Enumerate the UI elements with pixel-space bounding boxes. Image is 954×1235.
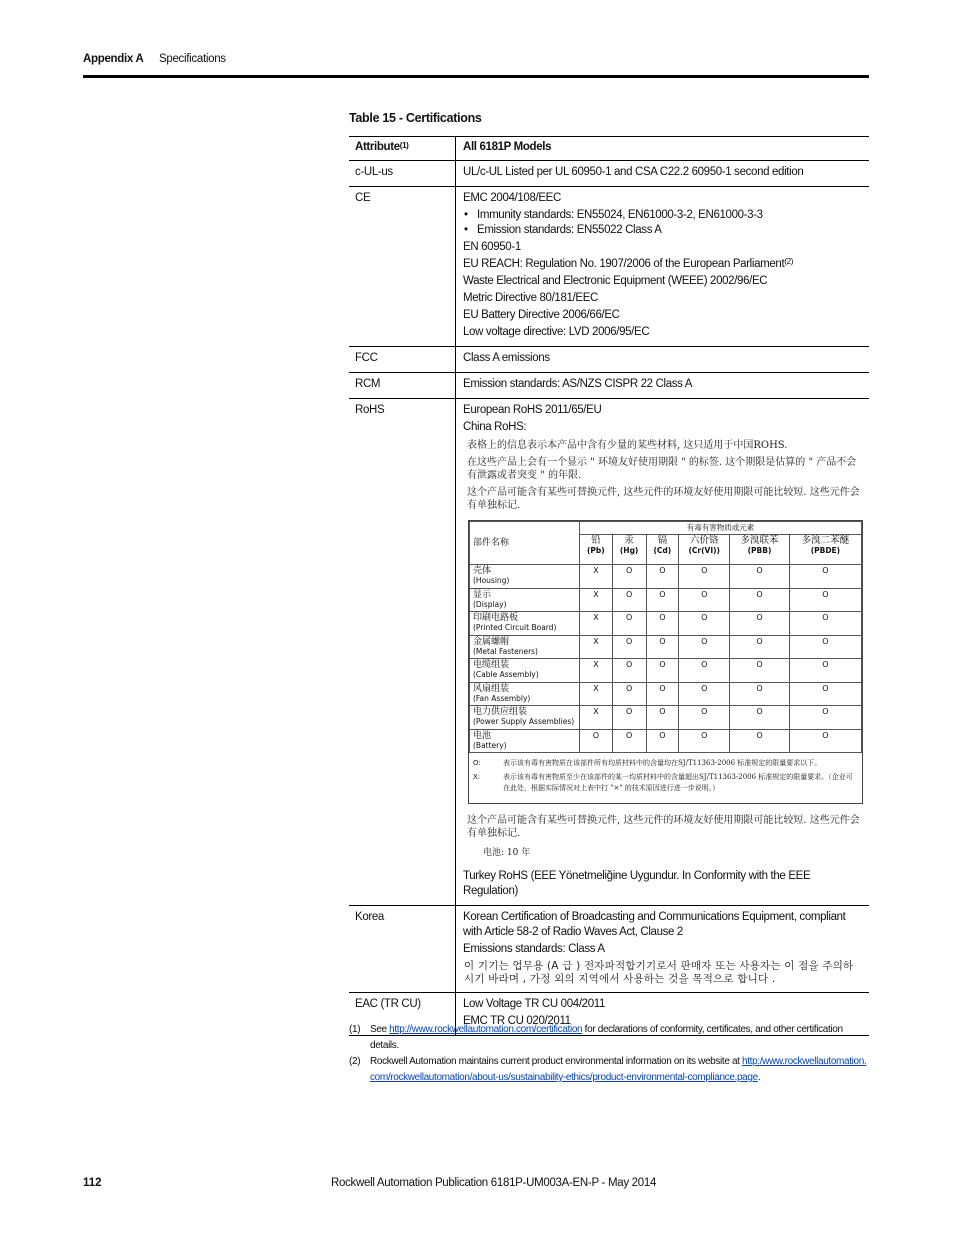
rohs-part-row bbox=[470, 729, 862, 753]
china-rohs-table bbox=[468, 520, 863, 804]
ce-line: EU REACH: Regulation No. 1907/2006 of the European Parliament$^{(2)}$ bbox=[463, 257, 794, 270]
hazard-value: O bbox=[730, 588, 790, 612]
hazard-value: O bbox=[612, 706, 646, 730]
hazard-value: O bbox=[646, 635, 679, 659]
hazard-value: O bbox=[679, 682, 730, 706]
rohs-notes bbox=[469, 753, 862, 803]
element-header: 铅 (Pb) bbox=[580, 535, 613, 565]
part-name: 电力供应组装 (Power Supply Assemblies) bbox=[470, 706, 580, 730]
hazard-value: O bbox=[646, 729, 679, 753]
ce-line: Waste Electrical and Electronic Equipment (WEEE) 2002/96/EC bbox=[463, 275, 768, 287]
page-number: 112 bbox=[83, 1177, 102, 1189]
rohs-part-row bbox=[470, 635, 862, 659]
hazard-value: O bbox=[730, 612, 790, 636]
battery-period: 电池: 10 年 bbox=[483, 848, 531, 858]
footnotes bbox=[349, 1022, 869, 1086]
hazard-value: X bbox=[580, 588, 613, 612]
hazard-value: O bbox=[679, 659, 730, 683]
china-rohs-text: 这个产品可能含有某些可替换元件, 这些元件的环境友好使用期限可能比较短. 这些元件会有单独标记. bbox=[467, 487, 860, 511]
china-rohs-text: 在这些产品上会有一个显示 " 环境友好使用期限 " 的标签. 这个期限是估算的 " 产品不会有泄露或者突变 " 的年限. bbox=[467, 457, 857, 481]
hazard-value: O bbox=[730, 682, 790, 706]
hazard-value: O bbox=[679, 565, 730, 589]
footnote-ref-2: (2) bbox=[784, 257, 794, 266]
korea-line: Korean Certification of Broadcasting and Communications Equipment, compliant with Article 58-2 of Radio Waves Act, Clause 2 bbox=[463, 911, 846, 938]
element-header: 六价铬 (Cr(VI)) bbox=[679, 535, 730, 565]
models-header: All 6181P Models bbox=[456, 137, 870, 161]
hazard-value: X bbox=[580, 635, 613, 659]
hazard-value: O bbox=[789, 729, 861, 753]
hazard-value: O bbox=[646, 706, 679, 730]
ce-line: Low voltage directive: LVD 2006/95/EC bbox=[463, 326, 650, 338]
rohs-part-row bbox=[470, 659, 862, 683]
hazard-value: O bbox=[679, 635, 730, 659]
rohs-line: European RoHS 2011/65/EU bbox=[463, 404, 602, 416]
hazard-value: O bbox=[730, 706, 790, 730]
hazard-value: X bbox=[580, 706, 613, 730]
certification-link[interactable]: http://www.rockwellautomation.com/certification bbox=[389, 1024, 583, 1035]
table-row bbox=[349, 373, 869, 399]
hazard-group-header: 有毒有害物质或元素 bbox=[580, 522, 862, 535]
rohs-line: Turkey RoHS (EEE Yönetmeliğine Uygundur. In Conformity with the EEE Regulation) bbox=[463, 870, 811, 897]
footnote-number: (2) bbox=[349, 1056, 361, 1067]
row-attribute: c-UL-us bbox=[349, 161, 456, 187]
page-header bbox=[83, 53, 869, 78]
row-attribute: Korea bbox=[349, 906, 456, 993]
row-value: UL/c-UL Listed per UL 60950-1 and CSA C22.2 60950-1 second edition bbox=[456, 161, 870, 187]
element-header: 多溴联苯 (PBB) bbox=[730, 535, 790, 565]
row-attribute: EAC (TR CU) bbox=[349, 993, 456, 1036]
hazard-value: O bbox=[612, 612, 646, 636]
element-header: 多溴二苯醚 (PBDE) bbox=[789, 535, 861, 565]
element-header: 汞 (Hg) bbox=[612, 535, 646, 565]
rohs-line: China RoHS: bbox=[463, 421, 527, 433]
hazard-value: O bbox=[730, 659, 790, 683]
attribute-header: Attribute$^{(1)}$ bbox=[349, 137, 456, 161]
hazard-value: X bbox=[580, 565, 613, 589]
ce-line: EN 60950-1 bbox=[463, 241, 521, 253]
footnote: (2) Rockwell Automation maintains current product environmental information on its website at http:/www.rockwellautomation.com/rockwellautomation/about-us/sustainability-ethics/product-environmental-compliance.page. bbox=[349, 1054, 869, 1086]
footnote-number: (1) bbox=[349, 1024, 361, 1035]
ce-line: Metric Directive 80/181/EEC bbox=[463, 292, 598, 304]
rohs-part-row bbox=[470, 565, 862, 589]
korea-line: Emissions standards: Class A bbox=[463, 943, 605, 955]
rohs-part-row bbox=[470, 588, 862, 612]
row-value bbox=[456, 187, 870, 347]
hazard-value: O bbox=[730, 635, 790, 659]
hazard-value: O bbox=[679, 612, 730, 636]
table-row bbox=[349, 187, 869, 347]
part-name: 风扇组装 (Fan Assembly) bbox=[470, 682, 580, 706]
row-value: Emission standards: AS/NZS CISPR 22 Class A bbox=[456, 373, 870, 399]
ce-line: EU Battery Directive 2006/66/EC bbox=[463, 309, 620, 321]
section-label: Specifications bbox=[159, 53, 226, 65]
footnote: (1) See http://www.rockwellautomation.com/certification for declarations of conformity, certificates, and other certification details. bbox=[349, 1022, 869, 1054]
hazard-value: O bbox=[612, 729, 646, 753]
row-attribute: RCM bbox=[349, 373, 456, 399]
hazard-value: O bbox=[679, 588, 730, 612]
hazard-value: O bbox=[612, 635, 646, 659]
publication-footer: Rockwell Automation Publication 6181P-UM003A-EN-P - May 2014 bbox=[331, 1177, 657, 1189]
hazard-value: O bbox=[789, 659, 861, 683]
rohs-part-row bbox=[470, 612, 862, 636]
rohs-part-row bbox=[470, 682, 862, 706]
hazard-value: O bbox=[789, 612, 861, 636]
row-value: Class A emissions bbox=[456, 347, 870, 373]
appendix-label: Appendix A bbox=[83, 53, 144, 65]
hazard-value: X bbox=[580, 659, 613, 683]
hazard-value: O bbox=[789, 706, 861, 730]
certifications-table bbox=[349, 136, 869, 1036]
table-title: Table 15 - Certifications bbox=[349, 111, 482, 125]
hazard-value: O bbox=[646, 612, 679, 636]
environmental-compliance-link[interactable]: http:/www.rockwellautomation.com/rockwellautomation/about-us/sustainability-ethics/product-environmental-compliance.page bbox=[370, 1056, 867, 1083]
hazard-value: O bbox=[580, 729, 613, 753]
hazard-value: O bbox=[789, 588, 861, 612]
hazard-value: O bbox=[646, 588, 679, 612]
hazard-value: O bbox=[679, 729, 730, 753]
table-row bbox=[349, 347, 869, 373]
china-rohs-text: 表格上的信息表示本产品中含有少量的某些材料, 这只适用于中国ROHS. bbox=[467, 440, 788, 451]
part-name: 电池 (Battery) bbox=[470, 729, 580, 753]
part-name: 金属螺帽 (Metal Fasteners) bbox=[470, 635, 580, 659]
note-key: O: bbox=[473, 759, 481, 767]
hazard-value: O bbox=[646, 682, 679, 706]
row-attribute: FCC bbox=[349, 347, 456, 373]
footnote-ref-1: (1) bbox=[399, 141, 409, 150]
part-name: 印刷电路板 (Printed Circuit Board) bbox=[470, 612, 580, 636]
element-header: 镉 (Cd) bbox=[646, 535, 679, 565]
row-attribute: CE bbox=[349, 187, 456, 347]
hazard-value: O bbox=[789, 682, 861, 706]
table-row bbox=[349, 399, 869, 906]
part-name: 电缆组装 (Cable Assembly) bbox=[470, 659, 580, 683]
hazard-value: O bbox=[612, 659, 646, 683]
hazard-value: O bbox=[612, 588, 646, 612]
ce-line: EMC 2004/108/EEC bbox=[463, 192, 561, 204]
hazard-value: O bbox=[679, 706, 730, 730]
hazard-value: X bbox=[580, 682, 613, 706]
hazard-value: O bbox=[612, 682, 646, 706]
hazard-value: O bbox=[730, 729, 790, 753]
part-name: 显示 (Display) bbox=[470, 588, 580, 612]
eac-line: EMC TR CU 020/2011 bbox=[463, 1015, 571, 1027]
part-name-header: 部件名称 bbox=[470, 522, 580, 565]
row-attribute: RoHS bbox=[349, 399, 456, 906]
note-key: X: bbox=[473, 773, 481, 781]
row-value bbox=[456, 399, 870, 906]
hazard-value: O bbox=[730, 565, 790, 589]
hazard-value: O bbox=[789, 565, 861, 589]
ce-bullet: • Emission standards: EN55022 Class A bbox=[463, 223, 863, 238]
note-text: 表示该有毒有害物质至少在该部件的某一均质材料中的含量超出SJ/T11363-2006 标准规定的限量要求。（企业可在此处，根据实际情况对上表中打 "×" 的技术原因进行进一步说明。） bbox=[503, 773, 853, 792]
hazard-value: X bbox=[580, 612, 613, 636]
china-rohs-text: 这个产品可能含有某些可替换元件, 这些元件的环境友好使用期限可能比较短. 这些元件会有单独标记. bbox=[467, 815, 860, 839]
row-value bbox=[456, 906, 870, 993]
part-name: 壳体 (Housing) bbox=[470, 565, 580, 589]
hazard-value: O bbox=[646, 565, 679, 589]
korean-notice: 이 기기는 업무용 (A 급 ) 전자파적합기기로서 판매자 또는 사용자는 이 점을 주의하시기 바라며 , 가정 외의 지역에서 사용하는 것을 목적으로 합니다 . bbox=[464, 960, 854, 985]
ce-bullet: • Immunity standards: EN55024, EN61000-3-2, EN61000-3-3 bbox=[463, 208, 863, 223]
hazard-value: O bbox=[646, 659, 679, 683]
hazard-value: O bbox=[789, 635, 861, 659]
table-row bbox=[349, 161, 869, 187]
hazard-value: O bbox=[612, 565, 646, 589]
rohs-part-row bbox=[470, 706, 862, 730]
eac-line: Low Voltage TR CU 004/2011 bbox=[463, 998, 605, 1010]
table-header-row bbox=[349, 137, 869, 161]
table-row bbox=[349, 906, 869, 993]
note-text: 表示该有毒有害物质在该部件所有均质材料中的含量均在SJ/T11363-2006 标准规定的限量要求以下。 bbox=[503, 759, 822, 767]
